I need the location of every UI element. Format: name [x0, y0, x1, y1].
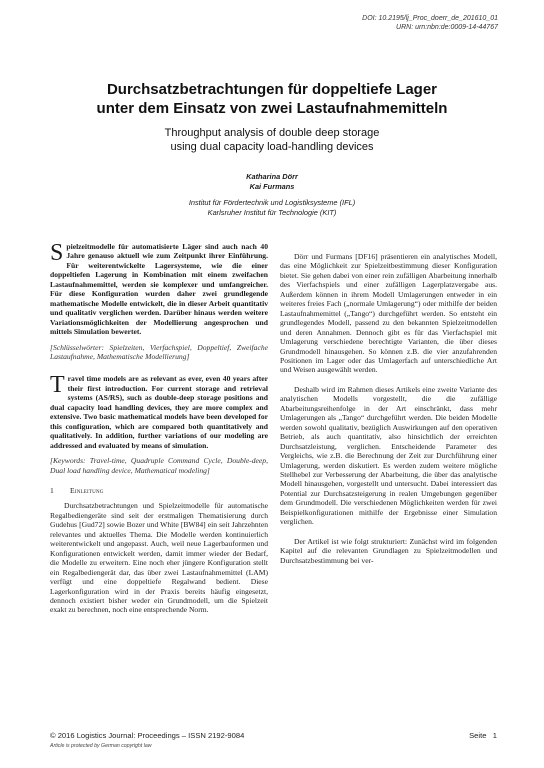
- title-german-line-1: Durchsatzbetrachtungen für doppeltiefe Lager: [106, 81, 438, 98]
- left-column: [50, 242, 268, 615]
- doi-line: DOI: 10.2195/lj_Proc_doerr_de_201610_01: [362, 15, 498, 22]
- author-name: Kai Furmans: [249, 181, 295, 191]
- section-number: 1: [50, 485, 54, 495]
- keywords-english: [Keywords: Travel-time, Quadruple Command Cycle, Double-deep, Dual load handling device, Mathematical modeling]: [50, 456, 268, 475]
- doi-block: [362, 14, 498, 32]
- paragraph-intro: Durchsatzbetrachtungen und Spielzeitmodelle für automatische Regalbediengeräte sind seit der erstmaligen Thematisierung durch Gudehus [Gud72] sowie Bozer und White [BW84] ein seit Jahrzehnten relevantes und aktuelles Thema. Die Modelle werden kontinuierlich weiterentwickelt und angepasst. Auch, weil neue Lagerbauformen und Konfigurationen entwickelt werden, damit immer wieder der Bedarf, die Modelle zu erweitern. Eine noch eher jüngere Konfiguration stellt ein Regalbediengerät dar, das über zwei Lastaufnahmemittel (LAM) verfügt und eine doppeltiefe Regalwand bedient. Diese Lagerkonfiguration wird in der Praxis bereits häufig eingesetzt, dennoch existiert bisher weder ein Grundmodell, um die Spielzeit exakt zu berechnen, noch eine entsprechende Norm.: [50, 501, 268, 615]
- paragraph: Der Artikel ist wie folgt strukturiert: Zunächst wird im folgenden Kapitel auf die relevanten Grundlagen zu Spielzeitmodellen und Durchsatzbestimmung bei ver-: [280, 536, 497, 565]
- affiliation-line-2: Karlsruher Institut für Technologie (KIT): [207, 208, 337, 217]
- right-column: [280, 242, 497, 565]
- abstract-german-text: pielzeitmodelle für automatisierte Läger sind auch nach 40 Jahre genauso aktuell wie zum Zeitpunkt ihrer Einführung. Für weiterentwickelte Lagersysteme, wie die einer doppeltiefen Lagerung in Kombination mit einem zweifachen Lastaufnahmemittel, werden sie komplexer und umfangreicher. Für diese Konfiguration wurden daher zwei grundlegende mathematische Modelle entwickelt, die in dieser Arbeit quantitativ und qualitativ verglichen werden. Darüber hinaus werden weitere Variationsmöglichkeiten der Modellierung angesprochen und mittels Simulation bewertet.: [50, 242, 268, 337]
- affiliation-line-1: Institut für Fördertechnik und Logistiksysteme (IFL): [188, 198, 356, 207]
- title-english-line-2: using dual capacity load-handling devices: [170, 141, 374, 153]
- title-german: [0, 80, 544, 118]
- section-title: Einleitung: [70, 485, 104, 495]
- title-german-line-2: unter dem Einsatz von zwei Lastaufnahmemitteln: [96, 100, 448, 117]
- abstract-english: [50, 374, 268, 450]
- journal-info: © 2016 Logistics Journal: Proceedings – ISSN 2192-9084: [50, 731, 245, 740]
- section-heading: [50, 486, 268, 495]
- author-name: Katharina Dörr: [246, 172, 298, 181]
- title-english-line-1: Throughput analysis of double deep storage: [164, 127, 380, 139]
- urn-line: URN: urn:nbn:de:0009-14-44767: [396, 24, 498, 31]
- abstract-german: [50, 242, 268, 337]
- abstract-english-text: ravel time models are as relevant as ever, even 40 years after their first introduction. For current storage and retrieval systems (AS/RS), such as double-deep storage positions and dual capacity load handling devices, they are more complex and extensive. Two basic mathematical models have been developed for this configuration, which are compared both quantitatively and qualitatively. In addition, further variations of our modeling are addressed and evaluated by means of simulation.: [50, 374, 268, 450]
- page-label: Seite: [469, 731, 487, 740]
- author-list: [0, 172, 544, 191]
- keywords-german: [Schlüsselwörter: Spielzeiten, Vierfachspiel, Doppeltief, Zweifache Lastaufnahme, Mathematische Modellierung]: [50, 342, 268, 361]
- paragraph: Deshalb wird im Rahmen dieses Artikels eine zweite Variante des analytischen Modells vorgestellt, die die zufällige Abarbeitungsreihenfolge in der Art einschränkt, dass mehr Umlagerungen als „Tango“ durchgeführt werden. Die beiden Modelle werden sowohl qualitativ, bezüglich Auswirkungen auf den operativen Betrieb, als auch quantitativ, also hinsichtlich der erreichten Durchsatzleistung, verglichen. Entscheidende Parameter des Vergleichs, wie z.B. die Berechnung der Zeit zur Durchführung einer Umlagerung, werden diskutiert. Es werden zudem weitere mögliche Stellhebel zur Verbesserung der Abarbeitung, die über das analytische Modell hinausgehen, vorgestellt und untersucht. Dabei interessiert das Potential zur Durchsatzsteigerung in realen Umgebungen gegenüber dem Grundmodell. Die verschiedenen Möglichkeiten werden für zwei Beispielkonfigurationen mithilfe der Ergebnisse einer Simulation verglichen.: [280, 384, 497, 527]
- affiliation: [0, 198, 544, 218]
- title-english: [0, 126, 544, 154]
- page-number: 1: [492, 731, 497, 740]
- dropcap-letter: S: [50, 240, 64, 266]
- copyright-note: Article is protected by German copyright law: [50, 743, 152, 749]
- page-number-block: [469, 731, 497, 740]
- dropcap-letter: T: [50, 372, 65, 399]
- paragraph: Dörr und Furmans [DF16] präsentieren ein analytisches Modell, das eine Möglichkeit zur Spielzeitbestimmung dieser Konfiguration bietet. Sie gehen dabei von einer rein zufälligen Abarbeitung innerhalb des Vierfachspiels und einer zufälligen Lagerplatzvergabe aus. Außerdem können in ihrem Modell Umlagerungen entweder in ein weiteres freies Fach („normale Umlagerung“) oder mithilfe der beiden Lastaufnahmemittel („Tango“) durchgeführt werden. So entsteht ein grundlegendes Modell, passend zu den bekannten Spielzeitmodellen und deren Annahmen. Dennoch gibt es für das Vierfachspiel mit Umlagerung verschiedene berechtigte Varianten, die über dieses Grundmodell hinausgehen. So können z.B. die vier anzufahrenden Positionen im Lager oder das Umlagerfach auf unterschiedliche Art und Weisen ausgewählt werden.: [280, 252, 497, 375]
